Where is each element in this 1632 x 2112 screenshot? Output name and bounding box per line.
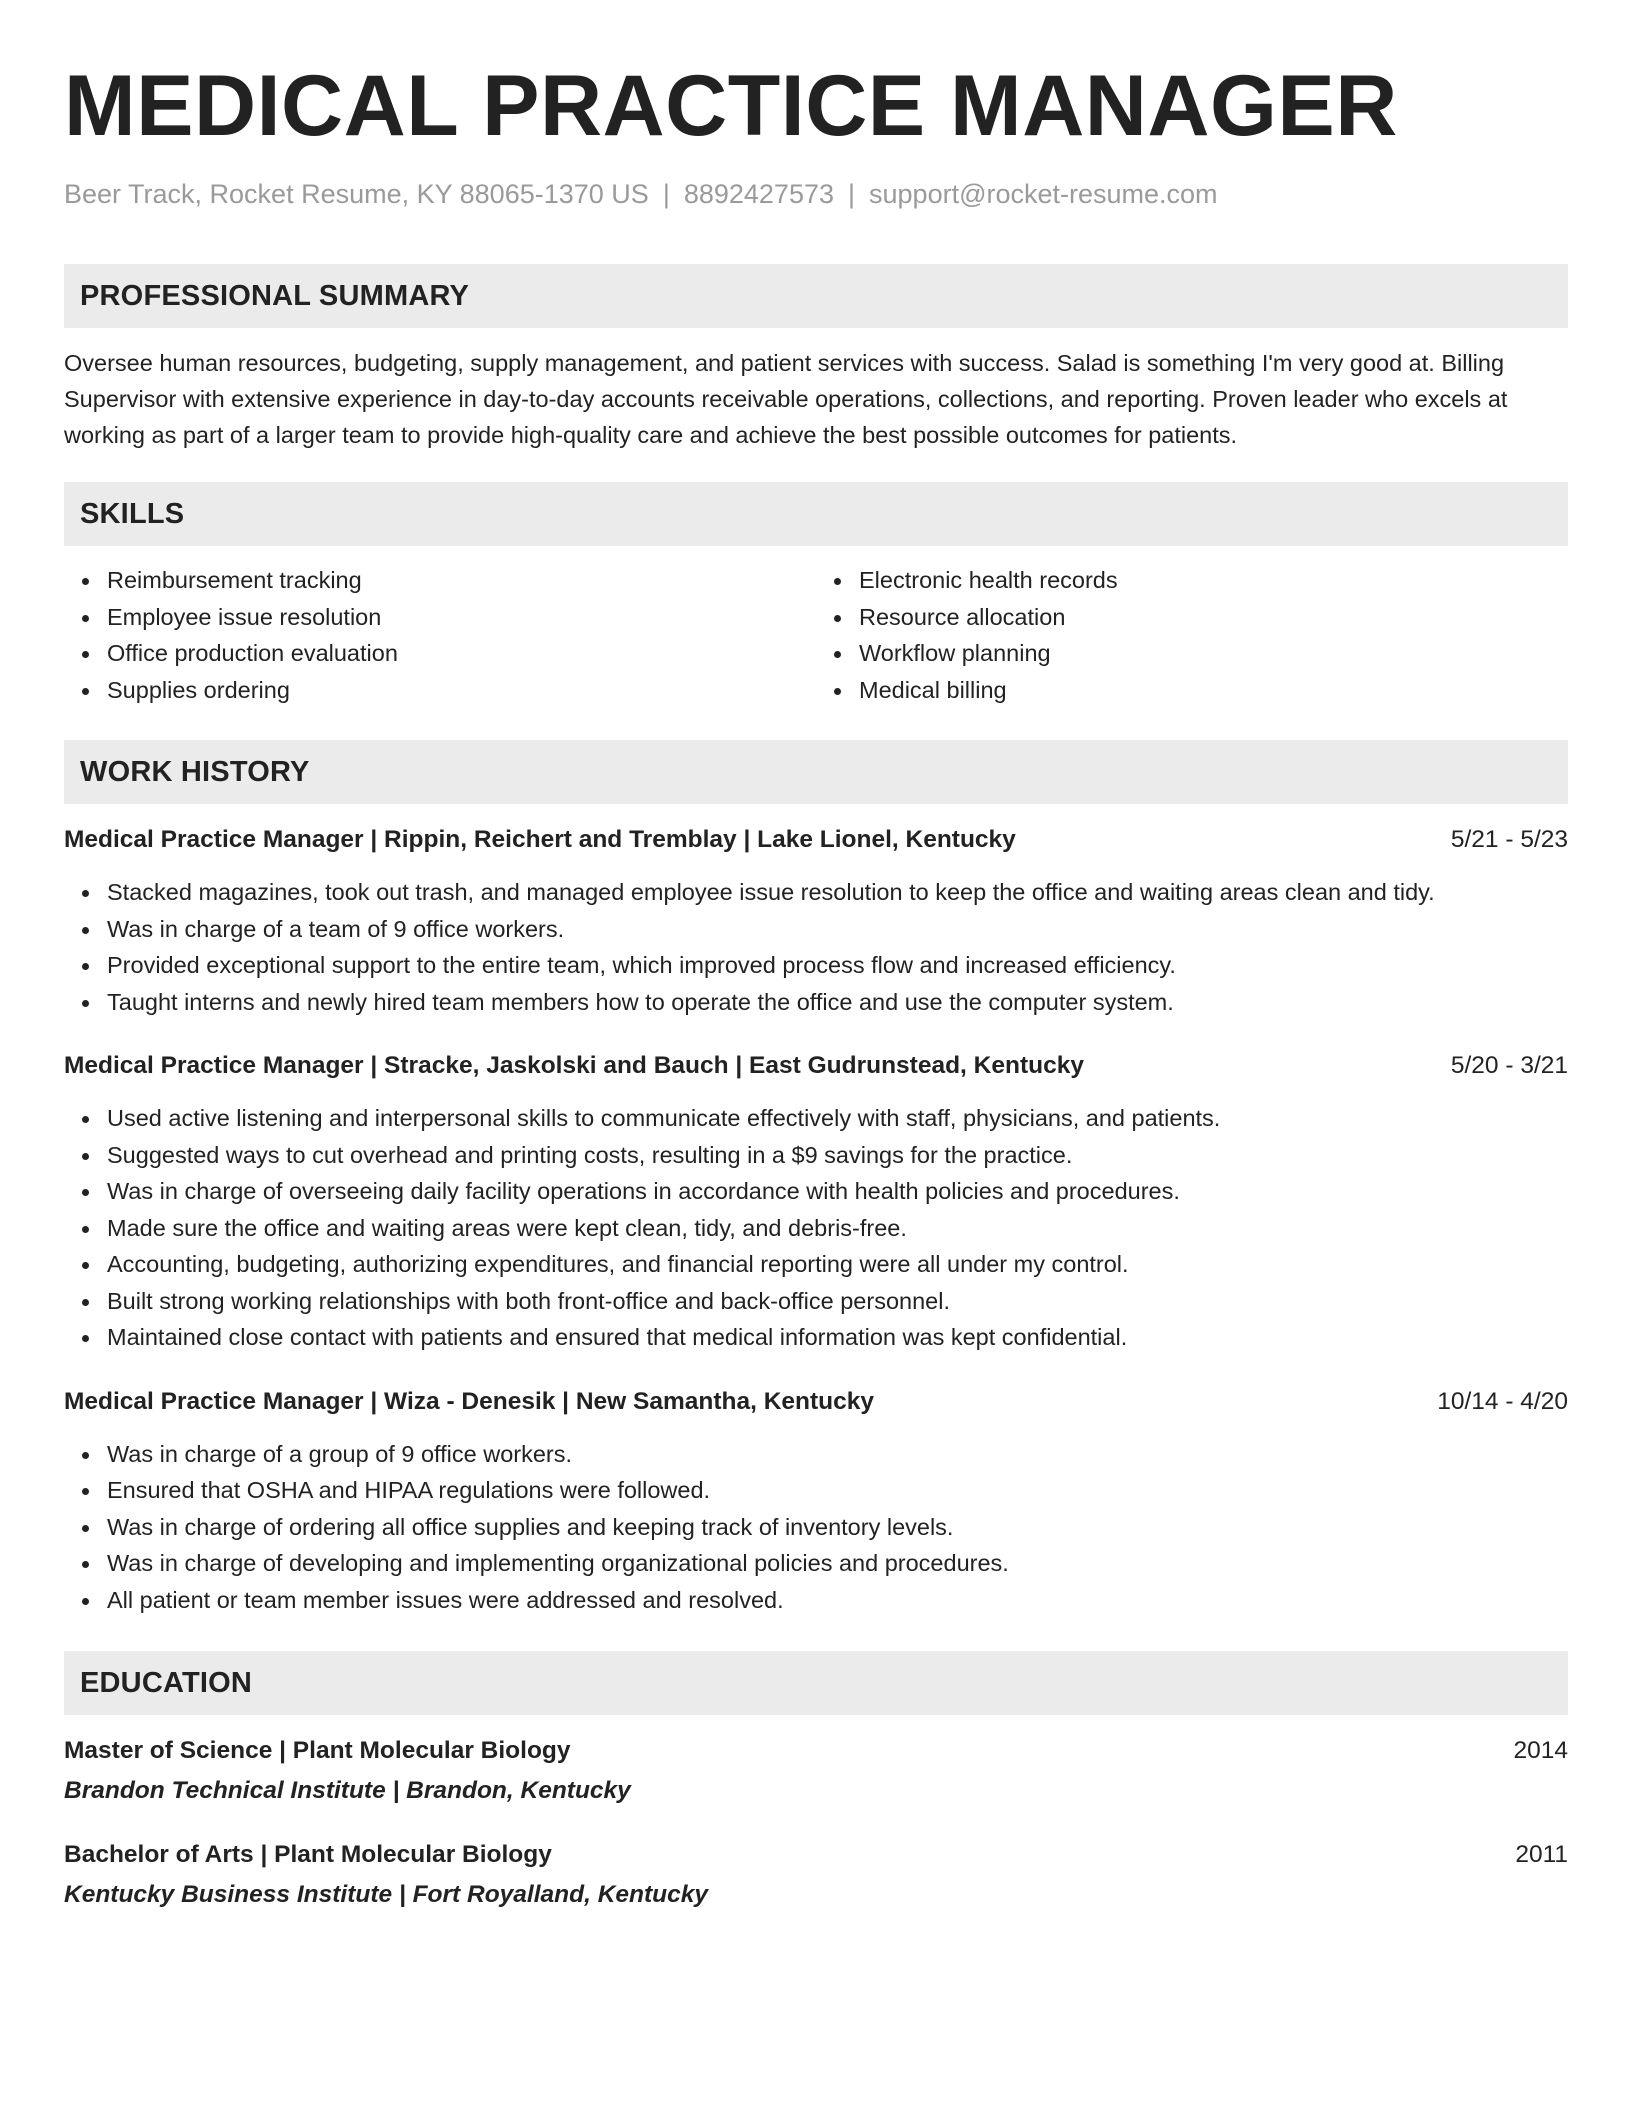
skill-item: Supplies ordering bbox=[64, 672, 816, 709]
job-bullets bbox=[64, 1436, 1568, 1619]
contact-address: Beer Track, Rocket Resume, KY 88065-1370 US bbox=[64, 179, 649, 209]
job-bullet: Ensured that OSHA and HIPAA regulations were followed. bbox=[64, 1472, 1568, 1509]
job-entry bbox=[64, 822, 1568, 1020]
job-bullet: Maintained close contact with patients and ensured that medical information was kept confidential. bbox=[64, 1319, 1568, 1356]
education-year: 2011 bbox=[1515, 1841, 1568, 1868]
skills-grid bbox=[64, 562, 1568, 708]
job-entry bbox=[64, 1384, 1568, 1619]
skill-item: Workflow planning bbox=[816, 635, 1568, 672]
contact-line bbox=[64, 176, 1568, 212]
education-school: Brandon Technical Institute | Brandon, Kentucky bbox=[64, 1777, 631, 1804]
education-school: Kentucky Business Institute | Fort Royalland, Kentucky bbox=[64, 1881, 708, 1908]
education-entry bbox=[64, 1837, 1568, 1913]
contact-phone: 8892427573 bbox=[683, 179, 834, 209]
job-header bbox=[64, 1384, 1568, 1420]
job-bullet: Taught interns and newly hired team members how to operate the office and use the computer system. bbox=[64, 984, 1568, 1021]
job-bullet: Made sure the office and waiting areas were kept clean, tidy, and debris-free. bbox=[64, 1210, 1568, 1247]
job-bullet: Provided exceptional support to the entire team, which improved process flow and increased efficiency. bbox=[64, 947, 1568, 984]
education-entry bbox=[64, 1733, 1568, 1809]
education-degree: Master of Science | Plant Molecular Biology bbox=[64, 1737, 571, 1764]
skill-item: Office production evaluation bbox=[64, 635, 816, 672]
resume-title: MEDICAL PRACTICE MANAGER bbox=[64, 58, 1398, 154]
skills-heading: SKILLS bbox=[64, 482, 1568, 546]
skills-column-right bbox=[816, 562, 1568, 708]
job-dates: 5/21 - 5/23 bbox=[1450, 826, 1568, 853]
job-entry bbox=[64, 1048, 1568, 1356]
job-dates: 5/20 - 3/21 bbox=[1450, 1052, 1568, 1079]
job-bullet: Was in charge of ordering all office supplies and keeping track of inventory levels. bbox=[64, 1509, 1568, 1546]
education-heading: EDUCATION bbox=[64, 1651, 1568, 1715]
job-bullets bbox=[64, 874, 1568, 1020]
summary-heading: PROFESSIONAL SUMMARY bbox=[64, 264, 1568, 328]
education-year: 2014 bbox=[1513, 1737, 1568, 1764]
skill-item: Employee issue resolution bbox=[64, 599, 816, 636]
education-header bbox=[64, 1837, 1568, 1873]
job-bullet: Used active listening and interpersonal skills to communicate effectively with staff, physicians, and patients. bbox=[64, 1100, 1568, 1137]
job-bullet: Was in charge of overseeing daily facility operations in accordance with health policies and procedures. bbox=[64, 1173, 1568, 1210]
education-header bbox=[64, 1733, 1568, 1769]
job-bullet: Was in charge of developing and implementing organizational policies and procedures. bbox=[64, 1545, 1568, 1582]
job-bullet: Stacked magazines, took out trash, and managed employee issue resolution to keep the office and waiting areas clean and tidy. bbox=[64, 874, 1568, 911]
job-bullet: Was in charge of a group of 9 office workers. bbox=[64, 1436, 1568, 1473]
education-degree: Bachelor of Arts | Plant Molecular Biology bbox=[64, 1841, 552, 1868]
skill-item: Electronic health records bbox=[816, 562, 1568, 599]
job-title: Medical Practice Manager | Wiza - Denesik | New Samantha, Kentucky bbox=[64, 1387, 875, 1415]
summary-text: Oversee human resources, budgeting, supply management, and patient services with success. Salad is something I'm very good at. Billing Supervisor with extensive experience in day-to-day accounts receivable operations, collections, and reporting. Proven leader who excels at working as part of a larger team to provide high-quality care and achieve the best possible outcomes for patients. bbox=[64, 350, 1508, 448]
job-bullet: Was in charge of a team of 9 office workers. bbox=[64, 911, 1568, 948]
skill-item: Medical billing bbox=[816, 672, 1568, 709]
job-title: Medical Practice Manager | Stracke, Jaskolski and Bauch | East Gudrunstead, Kentucky bbox=[64, 1052, 1084, 1079]
job-bullet: Suggested ways to cut overhead and printing costs, resulting in a $9 savings for the practice. bbox=[64, 1137, 1568, 1174]
work-history-heading: WORK HISTORY bbox=[64, 740, 1568, 804]
skill-item: Resource allocation bbox=[816, 599, 1568, 636]
job-header bbox=[64, 822, 1568, 858]
job-bullet: Built strong working relationships with both front-office and back-office personnel. bbox=[64, 1283, 1568, 1320]
job-title: Medical Practice Manager | Rippin, Reichert and Tremblay | Lake Lionel, Kentucky bbox=[64, 826, 1016, 853]
contact-email: support@rocket-resume.com bbox=[869, 179, 1218, 209]
job-bullet: All patient or team member issues were addressed and resolved. bbox=[64, 1582, 1568, 1619]
skill-item: Reimbursement tracking bbox=[64, 562, 816, 599]
skills-column-left bbox=[64, 562, 816, 708]
job-bullets bbox=[64, 1100, 1568, 1356]
job-dates: 10/14 - 4/20 bbox=[1437, 1387, 1568, 1415]
job-header bbox=[64, 1048, 1568, 1084]
contact-separator: | bbox=[848, 179, 856, 209]
job-bullet: Accounting, budgeting, authorizing expenditures, and financial reporting were all under my control. bbox=[64, 1246, 1568, 1283]
contact-separator: | bbox=[662, 179, 670, 209]
